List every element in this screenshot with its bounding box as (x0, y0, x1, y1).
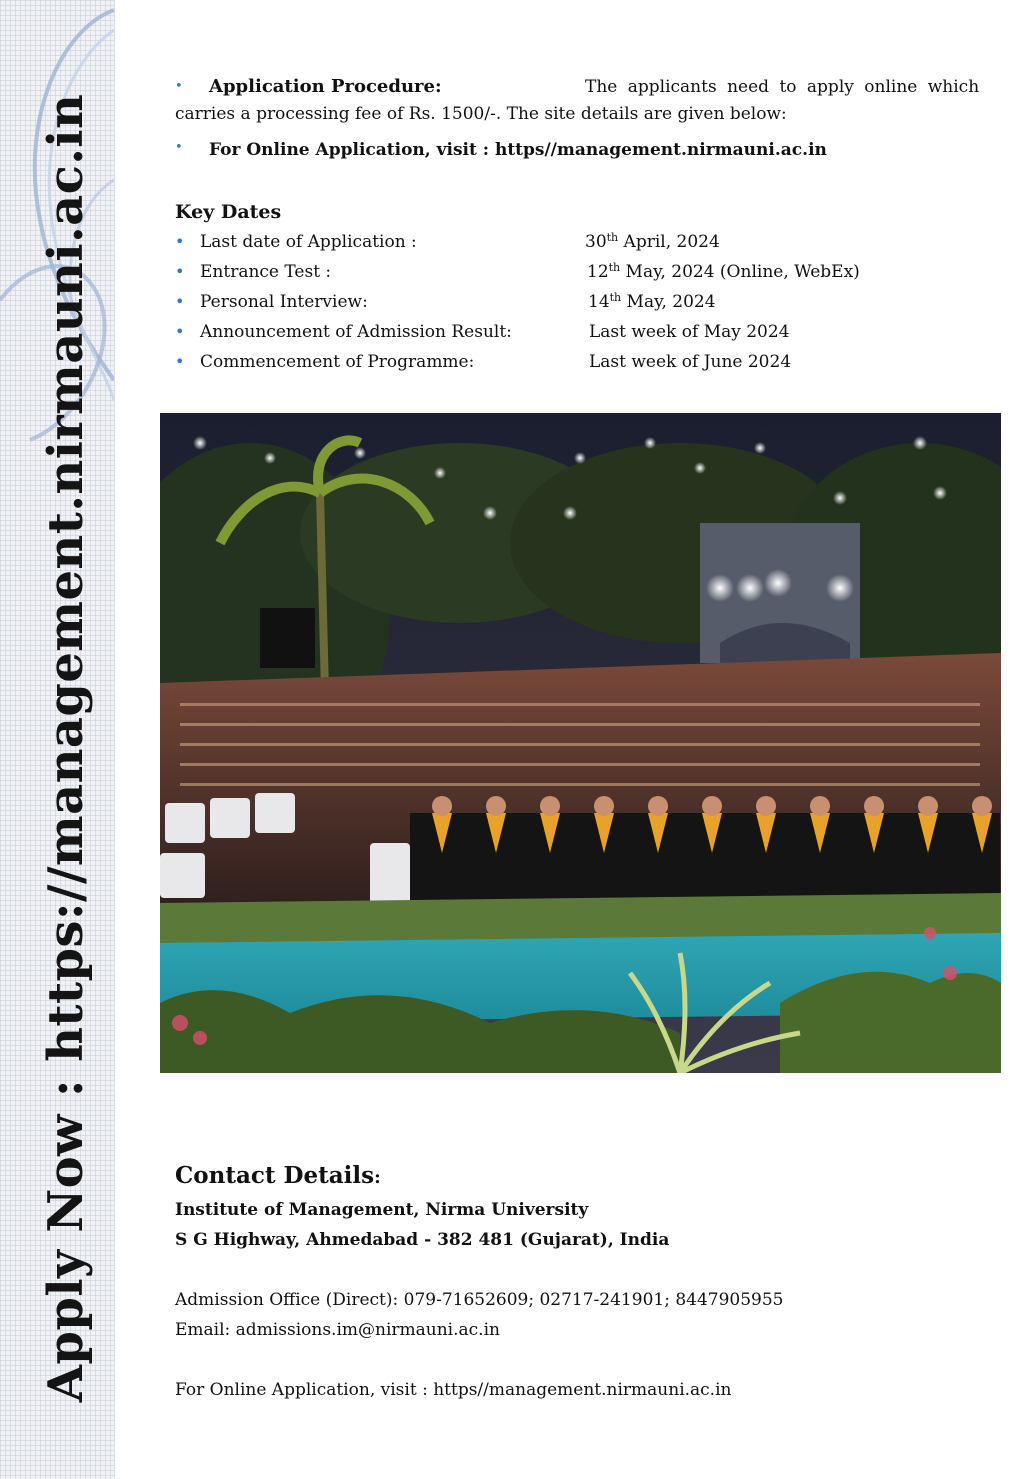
contact-details-heading: Contact Details: (175, 1162, 381, 1189)
key-date-row (175, 352, 987, 376)
institute-name: Institute of Management, Nirma University (175, 1200, 589, 1220)
key-date-row (175, 322, 987, 346)
key-date-row (175, 232, 987, 256)
key-date-label: Announcement of Admission Result: (200, 322, 512, 342)
institute-address: S G Highway, Ahmedabad - 382 481 (Gujarat), India (175, 1230, 670, 1250)
key-date-row (175, 262, 987, 286)
apply-now-vertical-text[interactable]: Apply Now : https://management.nirmauni.ac.in (38, 93, 94, 1403)
sidebar (0, 0, 115, 1479)
bullet-icon: • (175, 292, 185, 311)
bullet-icon: • (175, 262, 185, 281)
key-date-label: Commencement of Programme: (200, 352, 475, 372)
key-date-label: Personal Interview: (200, 292, 368, 312)
key-date-label: Last date of Application : (200, 232, 417, 252)
online-application-link-bottom[interactable]: For Online Application, visit : https//management.nirmauni.ac.in (175, 1380, 732, 1400)
bullet-icon: • (175, 79, 183, 94)
convocation-photo (160, 413, 1001, 1073)
key-date-value: Last week of June 2024 (589, 352, 792, 372)
admission-email[interactable]: Email: admissions.im@nirmauni.ac.in (175, 1320, 500, 1340)
key-date-value: 30th April, 2024 (585, 231, 720, 252)
bullet-icon: • (175, 232, 185, 251)
bullet-icon: • (175, 352, 185, 371)
key-date-row (175, 292, 987, 316)
key-date-value: Last week of May 2024 (589, 322, 790, 342)
bullet-icon: • (175, 140, 183, 155)
admission-office-phone: Admission Office (Direct): 079-71652609; 02717-241901; 8447905955 (175, 1290, 784, 1310)
convocation-photo-illustration (160, 413, 1001, 1073)
key-date-value: 14th May, 2024 (588, 291, 716, 312)
online-application-link-top[interactable]: For Online Application, visit : https//management.nirmauni.ac.in (209, 140, 827, 160)
application-procedure-label: Application Procedure: (209, 76, 442, 97)
key-dates-heading: Key Dates (175, 201, 282, 223)
key-date-value: 12th May, 2024 (Online, WebEx) (587, 261, 860, 282)
bullet-icon: • (175, 322, 185, 341)
application-procedure-text-1: The applicants need to apply online which (585, 77, 980, 97)
key-date-label: Entrance Test : (200, 262, 332, 282)
application-procedure-text-2: carries a processing fee of Rs. 1500/-. The site details are given below: (175, 104, 787, 124)
